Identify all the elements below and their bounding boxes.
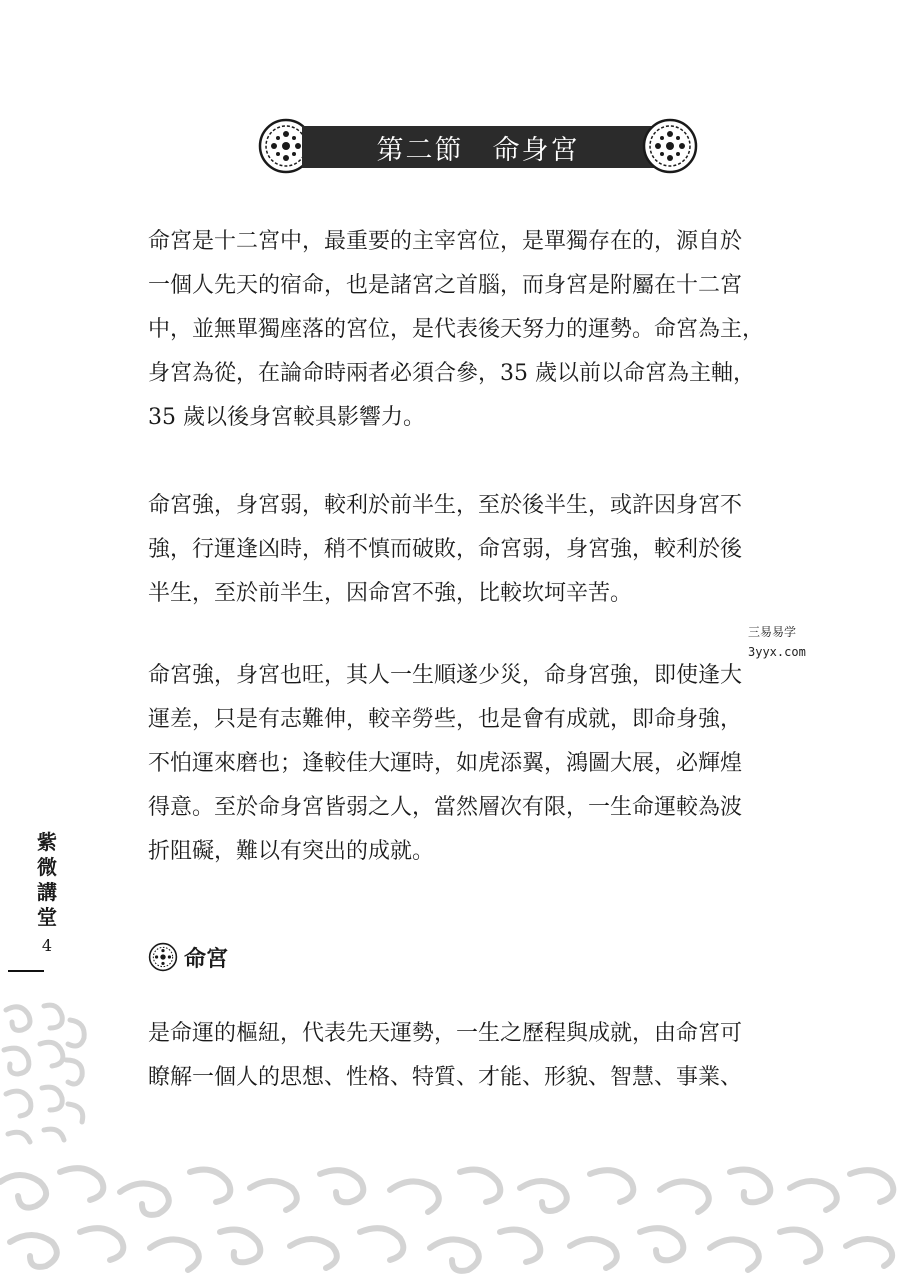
watermark-text: 三易易学 (748, 625, 797, 639)
text-line: 中，並無單獨座落的宮位，是代表後天努力的運勢。命宮為主， (148, 317, 765, 342)
body-paragraph (148, 220, 808, 440)
text-line: 折阻礙，難以有突出的成就。 (148, 839, 435, 864)
section-subheading (148, 940, 228, 974)
title-char: 講 (37, 880, 57, 904)
banner-bar (302, 126, 654, 168)
text-line: 命宮是十二宮中，最重要的主宰宮位，是單獨存在的，源自於 (148, 229, 743, 254)
body-paragraph (148, 1012, 808, 1100)
text-line: 強，行運逢凶時，稍不慎而破敗，命宮弱，身宮強，較利於後 (148, 537, 743, 562)
page-number: 4 (41, 936, 53, 955)
title-char: 紫 (37, 830, 57, 854)
page-number-rule (8, 970, 44, 972)
text-line: 不怕運來磨也；逢較佳大運時，如虎添翼，鴻圖大展，必輝煌 (148, 751, 743, 776)
floral-medallion-icon (148, 942, 178, 972)
decorative-cloud-pattern (0, 1000, 96, 1160)
text-line: 命宮強，身宮弱，較利於前半生，至於後半生，或許因身宮不 (148, 493, 743, 518)
decorative-cloud-band (0, 1152, 910, 1285)
watermark-url: 3yyx.com (748, 645, 806, 659)
chapter-banner (258, 118, 698, 176)
floral-medallion-icon (642, 118, 698, 174)
text-line: 半生，至於前半生，因命宮不強，比較坎坷辛苦。 (148, 581, 633, 606)
text-line: 得意。至於命身宮皆弱之人，當然層次有限，一生命運較為波 (148, 795, 743, 820)
text-line: 35 歲以後身宮較具影響力。 (148, 405, 425, 430)
running-book-title (34, 830, 60, 930)
page-title: 第二節 命身宮 (376, 134, 580, 166)
body-paragraph (148, 484, 808, 616)
text-line: 瞭解一個人的思想、性格、特質、才能、形貌、智慧、事業、 (148, 1065, 743, 1090)
text-line: 一個人先天的宿命，也是諸宮之首腦，而身宮是附屬在十二宮 (148, 273, 743, 298)
subheading-text: 命宮 (184, 945, 229, 972)
title-char: 堂 (37, 905, 57, 929)
title-char: 微 (37, 855, 57, 879)
text-line: 命宮強，身宮也旺，其人一生順遂少災，命身宮強，即使逢大 (148, 663, 743, 688)
text-line: 運差，只是有志難伸，較辛勞些，也是會有成就，即命身強， (148, 707, 743, 732)
body-paragraph (148, 654, 808, 874)
text-line: 是命運的樞紐，代表先天運勢，一生之歷程與成就，由命宮可 (148, 1021, 743, 1046)
text-line: 身宮為從，在論命時兩者必須合參，35 歲以前以命宮為主軸， (148, 361, 755, 386)
